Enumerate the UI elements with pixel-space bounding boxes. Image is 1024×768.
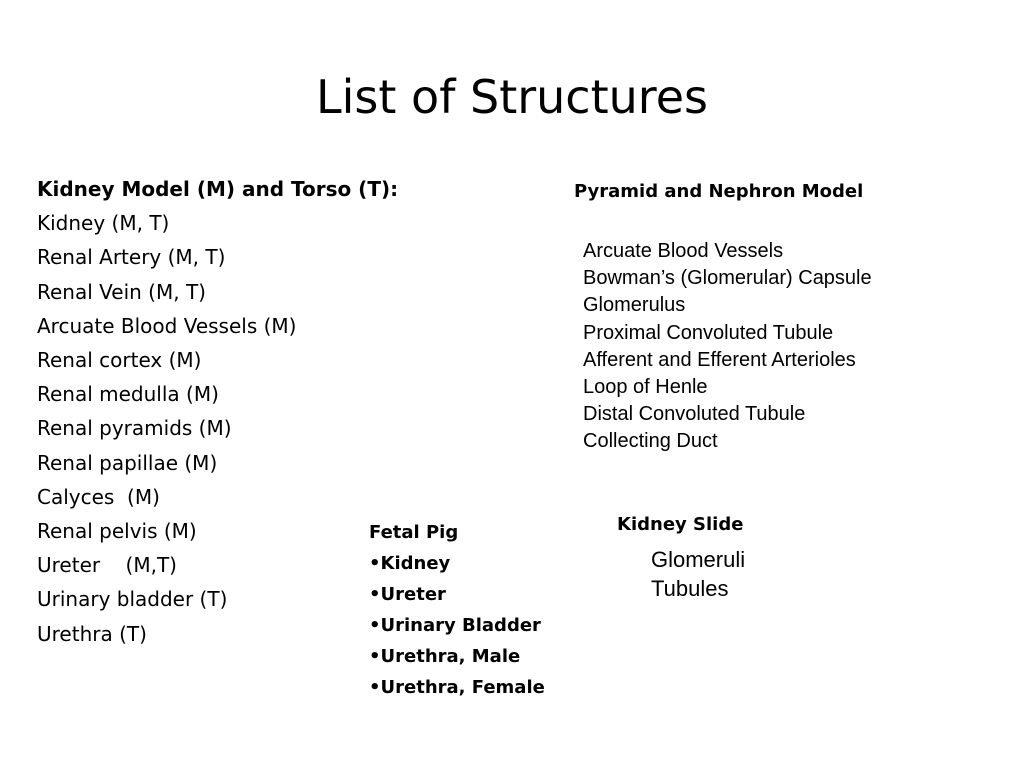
list-item: Renal pyramids (M) bbox=[37, 416, 232, 441]
list-item: Bowman’s (Glomerular) Capsule bbox=[583, 267, 872, 290]
list-item-label: Kidney bbox=[380, 553, 451, 574]
list-item-label: Ureter bbox=[380, 584, 446, 605]
list-item-label: Urethra, Female bbox=[380, 677, 545, 698]
list-item-label: Urethra, Male bbox=[380, 646, 521, 667]
list-item: Proximal Convoluted Tubule bbox=[583, 321, 834, 344]
list-item: Kidney (M, T) bbox=[37, 211, 170, 236]
list-item: Urethra (T) bbox=[37, 621, 147, 646]
list-item: Renal medulla (M) bbox=[37, 382, 219, 407]
kidney-slide-list bbox=[651, 545, 745, 603]
list-item: Urinary bladder (T) bbox=[37, 587, 228, 612]
list-item: Distal Convoluted Tubule bbox=[583, 403, 806, 426]
list-item: Renal papillae (M) bbox=[37, 450, 218, 475]
list-item: Collecting Duct bbox=[583, 430, 718, 453]
list-item: Glomerulus bbox=[583, 294, 686, 317]
list-item bbox=[369, 672, 545, 703]
list-item: Afferent and Efferent Arterioles bbox=[583, 348, 856, 371]
slide-title: List of Structures bbox=[316, 70, 708, 124]
list-item: Tubules bbox=[651, 576, 729, 601]
bullet-glyph: • bbox=[369, 553, 381, 574]
list-item-label: Urinary Bladder bbox=[380, 615, 541, 636]
list-item: Renal Vein (M, T) bbox=[37, 279, 206, 304]
fetal-pig-section bbox=[369, 517, 545, 703]
kidney-model-heading: Kidney Model (M) and Torso (T): bbox=[37, 177, 399, 201]
list-item bbox=[369, 548, 545, 579]
list-item bbox=[369, 610, 545, 641]
list-item: Calyces (M) bbox=[37, 484, 160, 509]
bullet-glyph: • bbox=[369, 677, 381, 698]
pyramid-nephron-list bbox=[583, 238, 872, 456]
list-item: Arcuate Blood Vessels bbox=[583, 240, 784, 262]
list-item: Renal pelvis (M) bbox=[37, 519, 197, 544]
fetal-pig-heading: Fetal Pig bbox=[369, 522, 459, 543]
list-item: Ureter (M,T) bbox=[37, 553, 177, 578]
kidney-slide-heading: Kidney Slide bbox=[617, 514, 744, 535]
bullet-glyph: • bbox=[369, 584, 381, 605]
list-item: Arcuate Blood Vessels (M) bbox=[37, 313, 297, 338]
bullet-glyph: • bbox=[369, 615, 381, 636]
pyramid-nephron-heading: Pyramid and Nephron Model bbox=[574, 181, 864, 202]
list-item: Loop of Henle bbox=[583, 376, 708, 399]
list-item bbox=[369, 641, 545, 672]
list-item bbox=[369, 579, 545, 610]
bullet-glyph: • bbox=[369, 646, 381, 667]
list-item: Renal Artery (M, T) bbox=[37, 245, 226, 270]
list-item: Renal cortex (M) bbox=[37, 348, 202, 373]
list-item: Glomeruli bbox=[651, 547, 746, 572]
